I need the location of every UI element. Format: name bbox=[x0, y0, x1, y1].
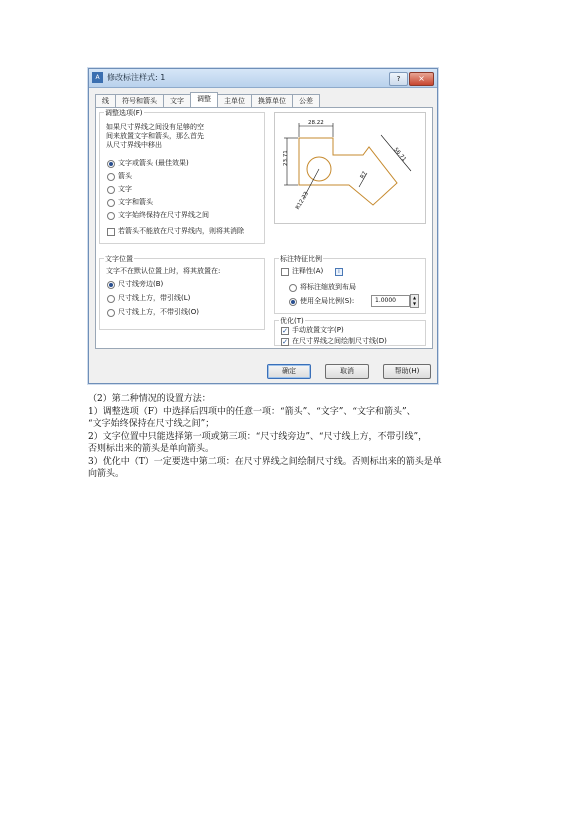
close-button[interactable]: × bbox=[409, 72, 434, 86]
text-placement-legend: 文字位置 bbox=[105, 255, 133, 263]
dialog-title: 修改标注样式: 1 bbox=[107, 73, 166, 82]
scale-group bbox=[274, 255, 426, 314]
radio-over-with-leader[interactable] bbox=[107, 295, 115, 303]
step-3-line-2: 向箭头。 bbox=[88, 469, 125, 479]
tab-alternate-units[interactable]: 换算单位 bbox=[251, 94, 293, 108]
fit-options-desc-3: 从尺寸界线中移出 bbox=[106, 141, 162, 149]
fit-options-desc-2: 间来放置文字和箭头，那么首先 bbox=[106, 132, 204, 140]
radio-over-without-leader[interactable] bbox=[107, 309, 115, 317]
step-1-line-2: “文字始终保持在尺寸线之间”； bbox=[88, 419, 215, 429]
overall-scale-input[interactable]: 1.0000 bbox=[371, 295, 410, 307]
radio-beside-dim-line[interactable] bbox=[107, 281, 115, 289]
preview-dim-radius: R12.23 bbox=[295, 190, 310, 211]
tab-text[interactable]: 文字 bbox=[163, 94, 191, 108]
radio-text-label: 文字 bbox=[118, 185, 132, 193]
draw-dim-line-label: 在尺寸界线之间绘制尺寸线(D) bbox=[292, 337, 387, 345]
draw-dim-line-checkbox[interactable]: ✓ bbox=[282, 338, 288, 346]
help-button[interactable]: 帮助(H) bbox=[383, 364, 431, 379]
radio-over-with-leader-label: 尺寸线上方，带引线(L) bbox=[118, 294, 191, 302]
ok-button[interactable]: 确定 bbox=[267, 364, 311, 379]
overall-scale-label: 使用全局比例(S): bbox=[300, 297, 355, 305]
dialog-titlebar[interactable] bbox=[89, 69, 437, 88]
annotative-checkbox[interactable] bbox=[281, 268, 289, 276]
radio-arrows[interactable] bbox=[107, 173, 115, 181]
radio-text-and-arrows[interactable] bbox=[107, 199, 115, 207]
suppress-arrows-checkbox[interactable] bbox=[107, 228, 115, 236]
text-placement-group bbox=[99, 255, 265, 330]
scale-to-layout-label: 将标注缩放到布局 bbox=[300, 283, 356, 291]
tab-primary-units[interactable]: 主单位 bbox=[217, 94, 252, 108]
preview-dim-diagonal: 56.71 bbox=[392, 146, 407, 163]
manual-text-label: 手动放置文字(P) bbox=[292, 326, 344, 334]
radio-scale-to-layout[interactable] bbox=[289, 284, 297, 292]
preview-dim-left: 23.71 bbox=[283, 150, 289, 166]
radio-text-and-arrows-label: 文字和箭头 bbox=[118, 198, 153, 206]
radio-over-without-leader-label: 尺寸线上方，不带引线(O) bbox=[118, 308, 199, 316]
info-icon[interactable]: i bbox=[335, 268, 343, 276]
step-3-line-1: 3）优化中（T）一定要选中第二项：在尺寸界线之间绘制尺寸线。否则标出来的箭头是单 bbox=[88, 457, 442, 467]
radio-always-keep-text[interactable] bbox=[107, 212, 115, 220]
radio-text[interactable] bbox=[107, 186, 115, 194]
text-placement-desc: 文字不在默认位置上时，将其放置在: bbox=[106, 267, 221, 275]
tab-tolerances[interactable]: 公差 bbox=[292, 94, 320, 108]
preview-dim-top: 28.22 bbox=[308, 120, 324, 126]
suppress-arrows-label: 若箭头不能放在尺寸界线内，则将其消除 bbox=[118, 227, 244, 235]
modify-dimension-style-dialog bbox=[88, 68, 438, 384]
step-2-line-2: 否则标出来的箭头是单向箭头。 bbox=[88, 444, 215, 454]
radio-overall-scale[interactable] bbox=[289, 298, 297, 306]
step-2-line-1: 2）文字位置中只能选择第一项或第三项：“尺寸线旁边”、“尺寸线上方，不带引线”， bbox=[88, 432, 428, 442]
preview-dim-radius-small: R7 bbox=[359, 170, 369, 180]
radio-text-or-arrows-label: 文字或箭头 (最佳效果) bbox=[118, 159, 189, 167]
finetune-legend: 优化(T) bbox=[280, 317, 304, 325]
step-1-line-1: 1）调整选项（F）中选择后四项中的任意一项：“箭头”、“文字”、“文字和箭头”、 bbox=[88, 407, 416, 417]
tab-fit[interactable]: 调整 bbox=[190, 92, 218, 108]
fit-options-group bbox=[99, 109, 265, 244]
fit-options-desc-1: 如果尺寸界线之间没有足够的空 bbox=[106, 123, 204, 131]
preview-box bbox=[274, 112, 426, 224]
preview-drawing bbox=[275, 113, 425, 223]
radio-text-or-arrows[interactable] bbox=[107, 160, 115, 168]
tab-symbols-arrows[interactable]: 符号和箭头 bbox=[115, 94, 164, 108]
radio-always-keep-text-label: 文字始终保持在尺寸界线之间 bbox=[118, 211, 209, 219]
titlebar-help-button[interactable]: ? bbox=[389, 72, 408, 86]
radio-arrows-label: 箭头 bbox=[118, 172, 132, 180]
tab-strip bbox=[95, 94, 319, 107]
scale-legend: 标注特征比例 bbox=[280, 255, 322, 263]
app-icon: A bbox=[92, 72, 103, 83]
annotative-label: 注释性(A) bbox=[292, 267, 324, 275]
manual-text-checkbox[interactable]: ✓ bbox=[282, 327, 288, 335]
fit-options-legend: 调整选项(F) bbox=[105, 109, 143, 117]
cancel-button[interactable]: 取消 bbox=[325, 364, 369, 379]
radio-beside-dim-line-label: 尺寸线旁边(B) bbox=[118, 280, 164, 288]
fit-tab-panel bbox=[95, 107, 433, 349]
overall-scale-spinner[interactable]: ▲ ▼ bbox=[410, 294, 419, 308]
finetune-group bbox=[274, 317, 426, 346]
section-heading: （2）第二种情况的设置方法： bbox=[88, 394, 211, 404]
tab-lines[interactable]: 线 bbox=[95, 94, 116, 108]
